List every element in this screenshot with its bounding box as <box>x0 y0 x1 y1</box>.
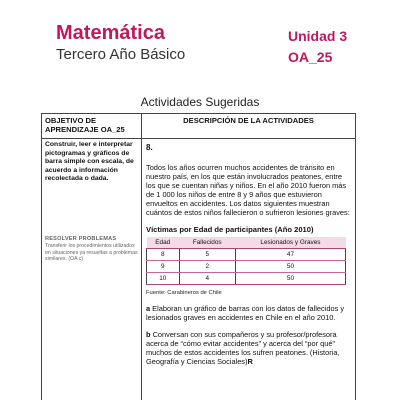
cell-age: 8 <box>147 248 180 260</box>
victims-table-title: Víctimas por Edad de participantes (Año 2010) <box>146 224 314 234</box>
skill-text: Transferir los procedimientos utilizados en situaciones ya resueltas a problemas similares. (OA c) <box>45 242 138 263</box>
question-a <box>146 304 351 322</box>
description-cell <box>142 139 356 400</box>
table-source: Fuente: Carabineros de Chile <box>146 289 222 296</box>
victims-table <box>146 237 346 285</box>
cell-age: 10 <box>147 272 180 284</box>
victims-table-header-row <box>147 237 346 249</box>
cell-deceased: 4 <box>179 272 235 284</box>
question-b-tail: R <box>247 357 253 367</box>
cell-injured: 50 <box>235 260 345 272</box>
unit-label: Unidad 3 <box>288 28 348 44</box>
objective-code: OA_25 <box>288 49 333 65</box>
activity-paragraph: Todos los años ocurren muchos accidentes de tránsito en nuestro país, en los que están involucrados peatones, entre los que se cuentan niñas y niños. En el año 2010 fueron más de 1 000 los niños de entre 8 y 9 años que estuvieron envueltos en accidentes. Los datos siguientes muestran cuántos de estos niños fallecieron o sufrieron lesiones graves: <box>146 163 350 218</box>
question-b-letter: b <box>146 329 151 339</box>
header-deceased: Fallecidos <box>179 237 235 249</box>
cell-deceased: 5 <box>179 248 235 260</box>
header-age: Edad <box>147 237 180 249</box>
cell-age: 9 <box>147 260 180 272</box>
grade-title: Tercero Año Básico <box>56 46 186 63</box>
header-left <box>56 22 185 64</box>
objective-column-header: OBJETIVO DE APRENDIZAJE OA_25 <box>42 114 142 139</box>
activities-table <box>41 113 356 400</box>
table-row <box>147 248 346 260</box>
cell-deceased: 2 <box>179 260 235 272</box>
objective-text: Construir, leer e interpretar pictogramas y gráficos de barra simple con escala, de acuerdo a información recolectada o dada. <box>45 141 134 183</box>
cell-injured: 50 <box>235 272 345 284</box>
skill-title: RESOLVER PROBLEMAS <box>45 235 117 242</box>
section-title: Actividades Sugeridas <box>140 95 260 109</box>
subject-title: Matemática <box>56 22 165 44</box>
description-column-header: DESCRIPCIÓN DE LA ACTIVIDADES <box>142 114 356 139</box>
question-b <box>146 330 351 366</box>
question-a-text: Elaboran un gráfico de barras con los datos de fallecidos y lesionados graves en accidentes en Chile en el año 2010. <box>146 303 345 322</box>
objective-cell <box>42 139 142 400</box>
question-a-letter: a <box>146 303 151 313</box>
header-right <box>288 28 347 66</box>
activity-number: 8. <box>146 143 153 152</box>
table-row <box>147 272 346 284</box>
question-b-text: Conversan con sus compañeros y su profesor/profesora acerca de “cómo evitar accidentes” y acerca del “por qué” muchos de estos accidentes los sufren peatones. (Historia, Geografía y Ciencias Sociales) <box>146 329 340 367</box>
header-injured: Lesionados y Graves <box>235 237 345 249</box>
cell-injured: 47 <box>235 248 345 260</box>
table-row <box>147 260 346 272</box>
